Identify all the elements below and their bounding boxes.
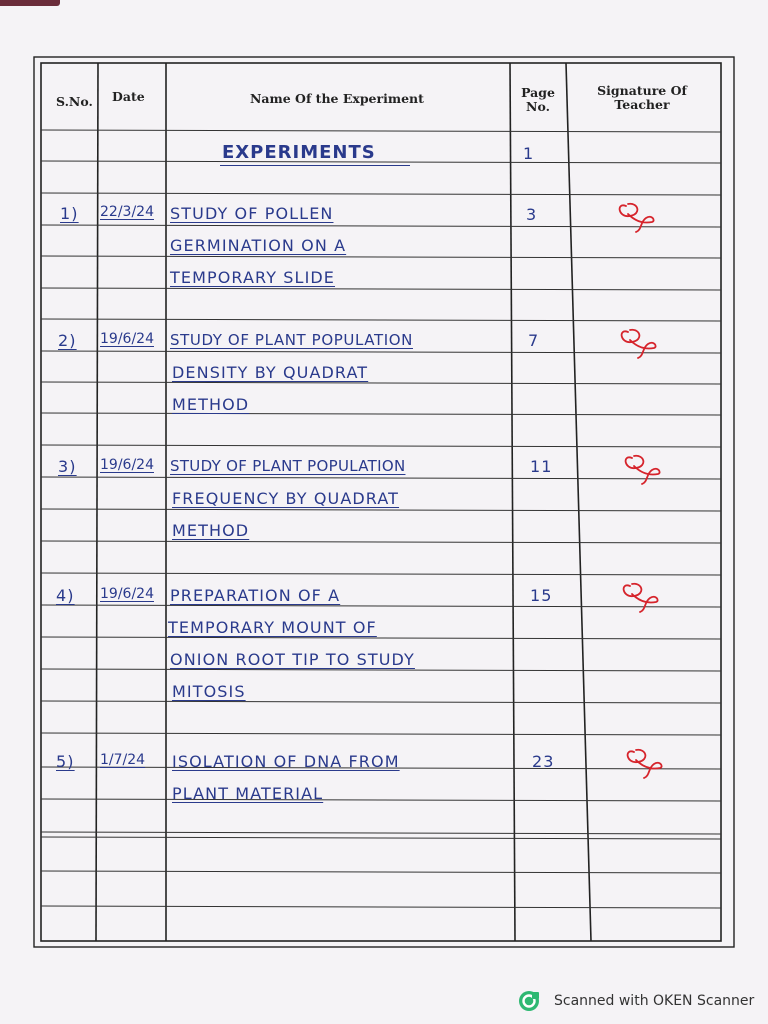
experiment-2-date: 19/6/24 [100,331,154,347]
experiment-3-line-1: STUDY OF PLANT POPULATION [170,457,406,475]
experiment-2-line-3: METHOD [172,395,250,414]
experiment-1-date: 22/3/24 [100,204,154,220]
experiment-5-sno: 5) [56,752,75,771]
experiment-5-line-2: PLANT MATERIAL [172,784,324,803]
header-signature [590,84,694,112]
header-page-no [518,86,558,114]
experiment-1-line-2: GERMINATION ON A [170,236,347,255]
experiment-2-sno: 2) [58,331,77,350]
header-page-line1: Page [521,85,555,100]
experiment-2-page: 7 [528,331,540,350]
experiment-4-page: 15 [530,586,553,605]
header-sno: S.No. [56,94,93,109]
title-page-number: 1 [523,144,535,163]
header-page-line2: No. [526,99,550,114]
experiment-1-sno: 1) [60,204,79,223]
experiment-4-line-3: ONION ROOT TIP TO STUDY [170,650,415,669]
experiment-5-date: 1/7/24 [100,752,146,768]
experiment-3-line-3: METHOD [172,521,250,540]
header-signature-line2: Teacher [614,97,670,112]
experiment-4-line-1: PREPARATION OF A [170,586,341,605]
teacher-signature-3 [618,448,670,488]
scanner-watermark [518,988,754,1014]
experiments-heading: EXPERIMENTS [222,142,376,163]
experiment-1-line-1: STUDY OF POLLEN [170,204,334,223]
experiment-3-line-2: FREQUENCY BY QUADRAT [172,489,400,508]
teacher-signature-5 [620,742,672,782]
experiment-3-date: 19/6/24 [100,457,154,473]
experiment-1-page: 3 [526,205,538,224]
experiment-4-line-2: TEMPORARY MOUNT OF [168,618,377,637]
oken-scanner-logo-icon [518,990,540,1012]
experiment-4-date: 19/6/24 [100,586,154,602]
scanner-watermark-text: Scanned with OKEN Scanner [554,993,755,1009]
experiment-2-line-2: DENSITY BY QUADRAT [172,363,369,382]
teacher-signature-1 [612,196,664,236]
teacher-signature-4 [616,576,668,616]
header-experiment-name: Name Of the Experiment [250,91,424,106]
experiment-4-sno: 4) [56,586,75,605]
header-date: Date [112,89,145,104]
experiment-4-line-4: MITOSIS [172,682,246,701]
experiment-3-page: 11 [530,457,553,476]
experiment-5-line-1: ISOLATION OF DNA FROM [172,752,400,771]
experiments-heading-underline [220,165,410,166]
teacher-signature-2 [614,322,666,362]
experiment-3-sno: 3) [58,457,77,476]
experiment-2-line-1: STUDY OF PLANT POPULATION [170,331,413,349]
header-signature-line1: Signature Of [597,83,687,98]
experiment-1-line-3: TEMPORARY SLIDE [170,268,336,287]
experiment-5-page: 23 [532,752,555,771]
